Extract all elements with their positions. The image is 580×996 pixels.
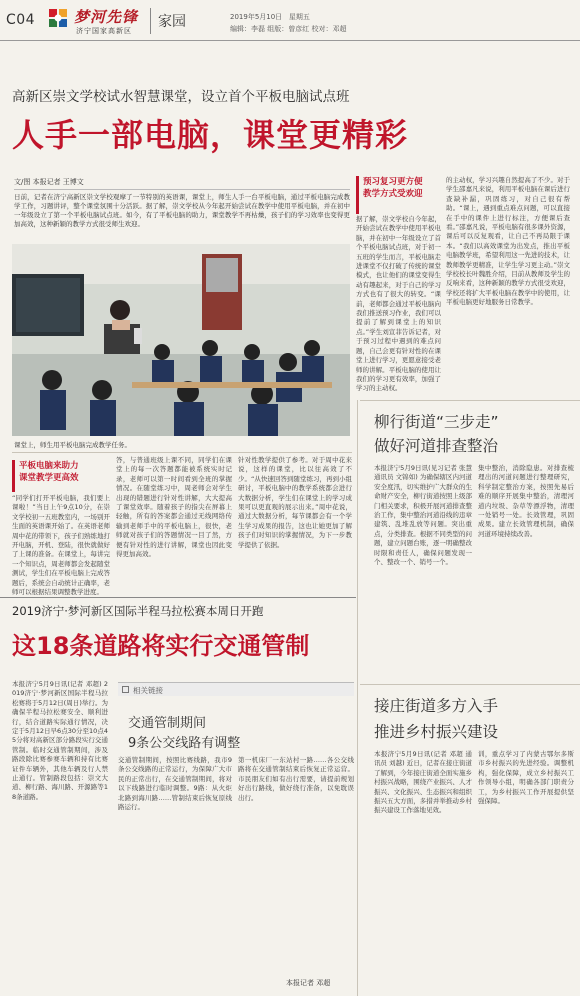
masthead-rule bbox=[0, 40, 580, 41]
article2-subhead-1: 交通管制期间 bbox=[128, 716, 207, 731]
article1-right-column: 的主动权，学习兴趣自然提高了不少。对于学生邵嘉凡来说，利用平板电脑在课后进行查缺补漏，巩固练习，对自己很有帮助。“课上，遇到重点难点问题，可以直接在手中的课件上进行标注，方便课后查看。”邵嘉凡说，平板电脑有很多课外资源，课后可以反复观看，让自己不再局限于课本。“我们以高效课堂为出发点，推出平板电脑教学班，希望利用这一先进的技术，让教师教学更精准，让学生学习更主动。”崇文学校校长叶魏胜介绍，目前从教师及学生的反响来看，这种新颖的教学方式很受欢迎，学校还将扩大平板电脑在教学中的使用，让平板电脑更好地服务日常教学。 bbox=[446, 176, 570, 307]
weekday-text: 星期五 bbox=[288, 13, 310, 21]
article2-subhead-2: 9条公交线路有调整 bbox=[128, 736, 241, 751]
article1-headline: 人手一部电脑，课堂更精彩 bbox=[12, 116, 409, 154]
masthead bbox=[0, 0, 580, 44]
paper-subname: 济宁国家高新区 bbox=[76, 27, 132, 35]
sidebar-title-box bbox=[356, 176, 441, 214]
article3-text2: 集中整治，消除隐患。对排查梳理出的河道问题进行整理研究，科学制定整治方案，按照先易后难的顺序开展集中整治，清理河道内垃圾、杂草等漂浮物，清理一处销号一处。长效管理，巩固成果。建立长效管理机制，确保河道环境持续改善。 bbox=[478, 464, 574, 538]
article2-top-rule bbox=[0, 597, 356, 598]
byline-underline bbox=[14, 189, 350, 190]
article4-text: 本报济宁5月9日讯(记者 邓超 通讯员 刘越) 近日，记者在接庄街道了解到，今年接庄街道全面实施乡村振兴战略，围绕产业振兴、人才振兴、文化振兴、生态振兴和组织振兴五大方面，多措并举推动乡村振兴建设工作落地见效。 bbox=[374, 750, 472, 815]
article4-text2: 训，重点学习了内蒙古鄂尔多斯市乡村振兴的先进经验。调整机构，强化保障，成立乡村振兴工作领导小组，明确各部门职责分工，为乡村振兴工作开展提供坚强保障。 bbox=[478, 750, 574, 806]
sub2-text: “同学们打开平板电脑，我们要上课啦！”当日上午9点10分，在崇文学校初一五班教室内，一场别开生面的英语课开始了。在英语老师周中花的带领下，孩子们熟练地打开电脑，开机、登陆，很快就做好了上课的准备。在课堂上，每讲完一个知识点，周老师都会发起随堂测试，学生们在平板电脑上完成答题后，系统会自动统计正确率，老师可以根据结果调整教学进度。 bbox=[12, 494, 110, 597]
sub2-title: 平板电脑来助力 课堂教学更高效 bbox=[19, 461, 79, 483]
article1-byline: 文/图 本报记者 王博文 bbox=[14, 178, 84, 186]
article2-kicker: 2019济宁·梦河新区国际半程马拉松赛本周日开跑 bbox=[12, 604, 264, 618]
article2-footer-sign: 本报记者 邓超 bbox=[286, 979, 331, 987]
article4-headline-line2: 推进乡村振兴建设 bbox=[374, 723, 499, 741]
article2-col3-text: 第一机床厂一东站村一路……各公交线路将在交通管制结束后恢复正常运营。市民朋友们如有出行需要，请提前规划好出行路线，做好绕行准备，以免耽误出行。 bbox=[238, 756, 354, 802]
right-column-divider bbox=[357, 400, 358, 996]
section-name: 家园 bbox=[158, 14, 186, 30]
paper-name: 梦河先锋 bbox=[74, 8, 139, 26]
related-link-tag bbox=[118, 682, 354, 696]
article4-headline-line1: 接庄街道多方入手 bbox=[374, 697, 499, 715]
page-number: C04 bbox=[6, 12, 36, 28]
sidebar-title: 预习复习更方便 教学方式受欢迎 bbox=[363, 177, 423, 199]
article1-lead: 日前，记者在济宁高新区崇文学校观摩了一节特别的英语课，课堂上，师生人手一台平板电脑，通过平板电脑完成教学工作，习题讲评，整个课堂氛围十分活跃。据了解，崇文学校从今年起开始尝试在教学中使用平板电脑，并在初中一年级设立了第一个平板电脑试点班。如今，有了平板电脑的助力，课堂教学不再枯燥，孩子们的学习效率也变得更加高效，这种新颖的教学方式很受师生欢迎。 bbox=[14, 193, 350, 228]
article3-headline-line2: 做好河道排查整治 bbox=[374, 437, 499, 455]
article3-top-rule bbox=[360, 400, 580, 401]
related-link-label: 相关链接 bbox=[133, 686, 163, 695]
article1-kicker: 高新区崇文学校试水智慧课堂，设立首个平板电脑试点班 bbox=[12, 89, 350, 105]
sidebar-text: 据了解，崇文学校自今年起，开始尝试在教学中使用平板电脑，并在初中一年级设立了首个平板电脑试点班，对于初一五班的学生而言，平板电脑走进课堂不仅打破了传统的课堂模式，也让他们的课堂变得生动有趣起来，对于自己的学习方式也有了很大的转变。“课前，老师都会通过平板电脑向我们推送预习作业，我们可以提前了解到课堂上的知识点。”学生刘宣菲告诉记者，对于预习过程中遇到的难点问题，自己会更有针对性的在课堂上进行学习，更愿意接受老师的讲解。平板电脑的使用让我们的学习更有效率，加强了学习的主动权。 bbox=[356, 215, 441, 393]
article3-headline-line1: 柳行街道“三步走” bbox=[374, 413, 499, 431]
sub2-title-box bbox=[12, 460, 92, 492]
date-text: 2019年5月10日 bbox=[230, 13, 283, 21]
classroom-photo bbox=[12, 244, 350, 436]
paper-logo-icon bbox=[48, 8, 68, 28]
issue-date bbox=[230, 12, 310, 22]
article1-right-mid-column: 针对性教学提供了参考。对于周中花来说，这样的课堂，比以往高效了不少。“从快速回答到随堂练习，再到小组研讨，平板电脑中的教学系统都会进行大数据分析，学生们在课堂上的学习成果可以更直观的展示出来。”周中花说，通过大数据分析，每节课都会有一个学生学习成果的报告，这也让她更加了解孩子们对知识的掌握情况，为下一步教学提供了依据。 bbox=[238, 456, 352, 549]
article4-top-rule bbox=[360, 684, 580, 685]
related-link-icon bbox=[122, 686, 129, 693]
article1-mid-column: 答，与普通班级上课不同，同学们在课堂上的每一次答题都能被系统实时记录，老师可以第一时间看到全班的掌握情况。在随堂练习中，周老师会对学生出现的错题进行针对性讲解，大大提高了课堂效率。随着孩子的指尖在屏幕上轻触，所有的答案都会通过无线网络传输到老师手中的平板电脑上，很快，老师就对孩子们的答题情况一目了然，方便有针对性的进行讲解，课堂也因此变得更加高效。 bbox=[116, 456, 232, 559]
masthead-divider bbox=[150, 8, 151, 34]
article2-left-text: 本报济宁5月9日讯(记者 邓超) 2019济宁·梦河新区国际半程马拉松赛将于5月12日(周日)举行。为确保半程马拉松赛安全、顺利进行，结合道路实际通行情况，决定于5月12日早6点30分至10点45分将对高新区部分路段实行交通管制。临时交通管制期间，涉及路段除比赛参赛车辆和持有比赛证件车辆外，其他车辆及行人禁止通行。管制路段包括：崇文大道、柳行路、海川路、开源路等18条道路。 bbox=[12, 680, 108, 801]
article2-col2-text: 交通管制期间，按照比赛线路，我市9条公交线路的正常运行，为保障广大市民的正常出行，在交通管制期间，将对以下线路进行临时调整。9路：从火炬北路到海川路……管制结束后恢复原线路运行。 bbox=[118, 756, 232, 812]
article1-lower-rule bbox=[12, 452, 352, 453]
photo-caption: 课堂上，师生用平板电脑完成教学任务。 bbox=[14, 441, 131, 449]
article2-headline: 这18条道路将实行交通管制 bbox=[12, 632, 310, 660]
article3-text: 本报济宁5月9日讯(见习记者 张慧 通讯员 文锦如) 为确保辖区内河道安全度汛，切实维护广大群众的生命财产安全，柳行街道按照上级部门相关要求，积极开展河道排查整治工作，集中整治河道沿线的违章建筑、乱堆乱放等问题。突出重点，分类排查。根据不同类型的问题，建立问题台账，逐一明确整改时限和责任人，确保问题发现一个、整改一个、销号一个。 bbox=[374, 464, 472, 567]
editor-line: 编辑：李磊 组版：曾彦红 校对：邓超 bbox=[230, 25, 347, 33]
